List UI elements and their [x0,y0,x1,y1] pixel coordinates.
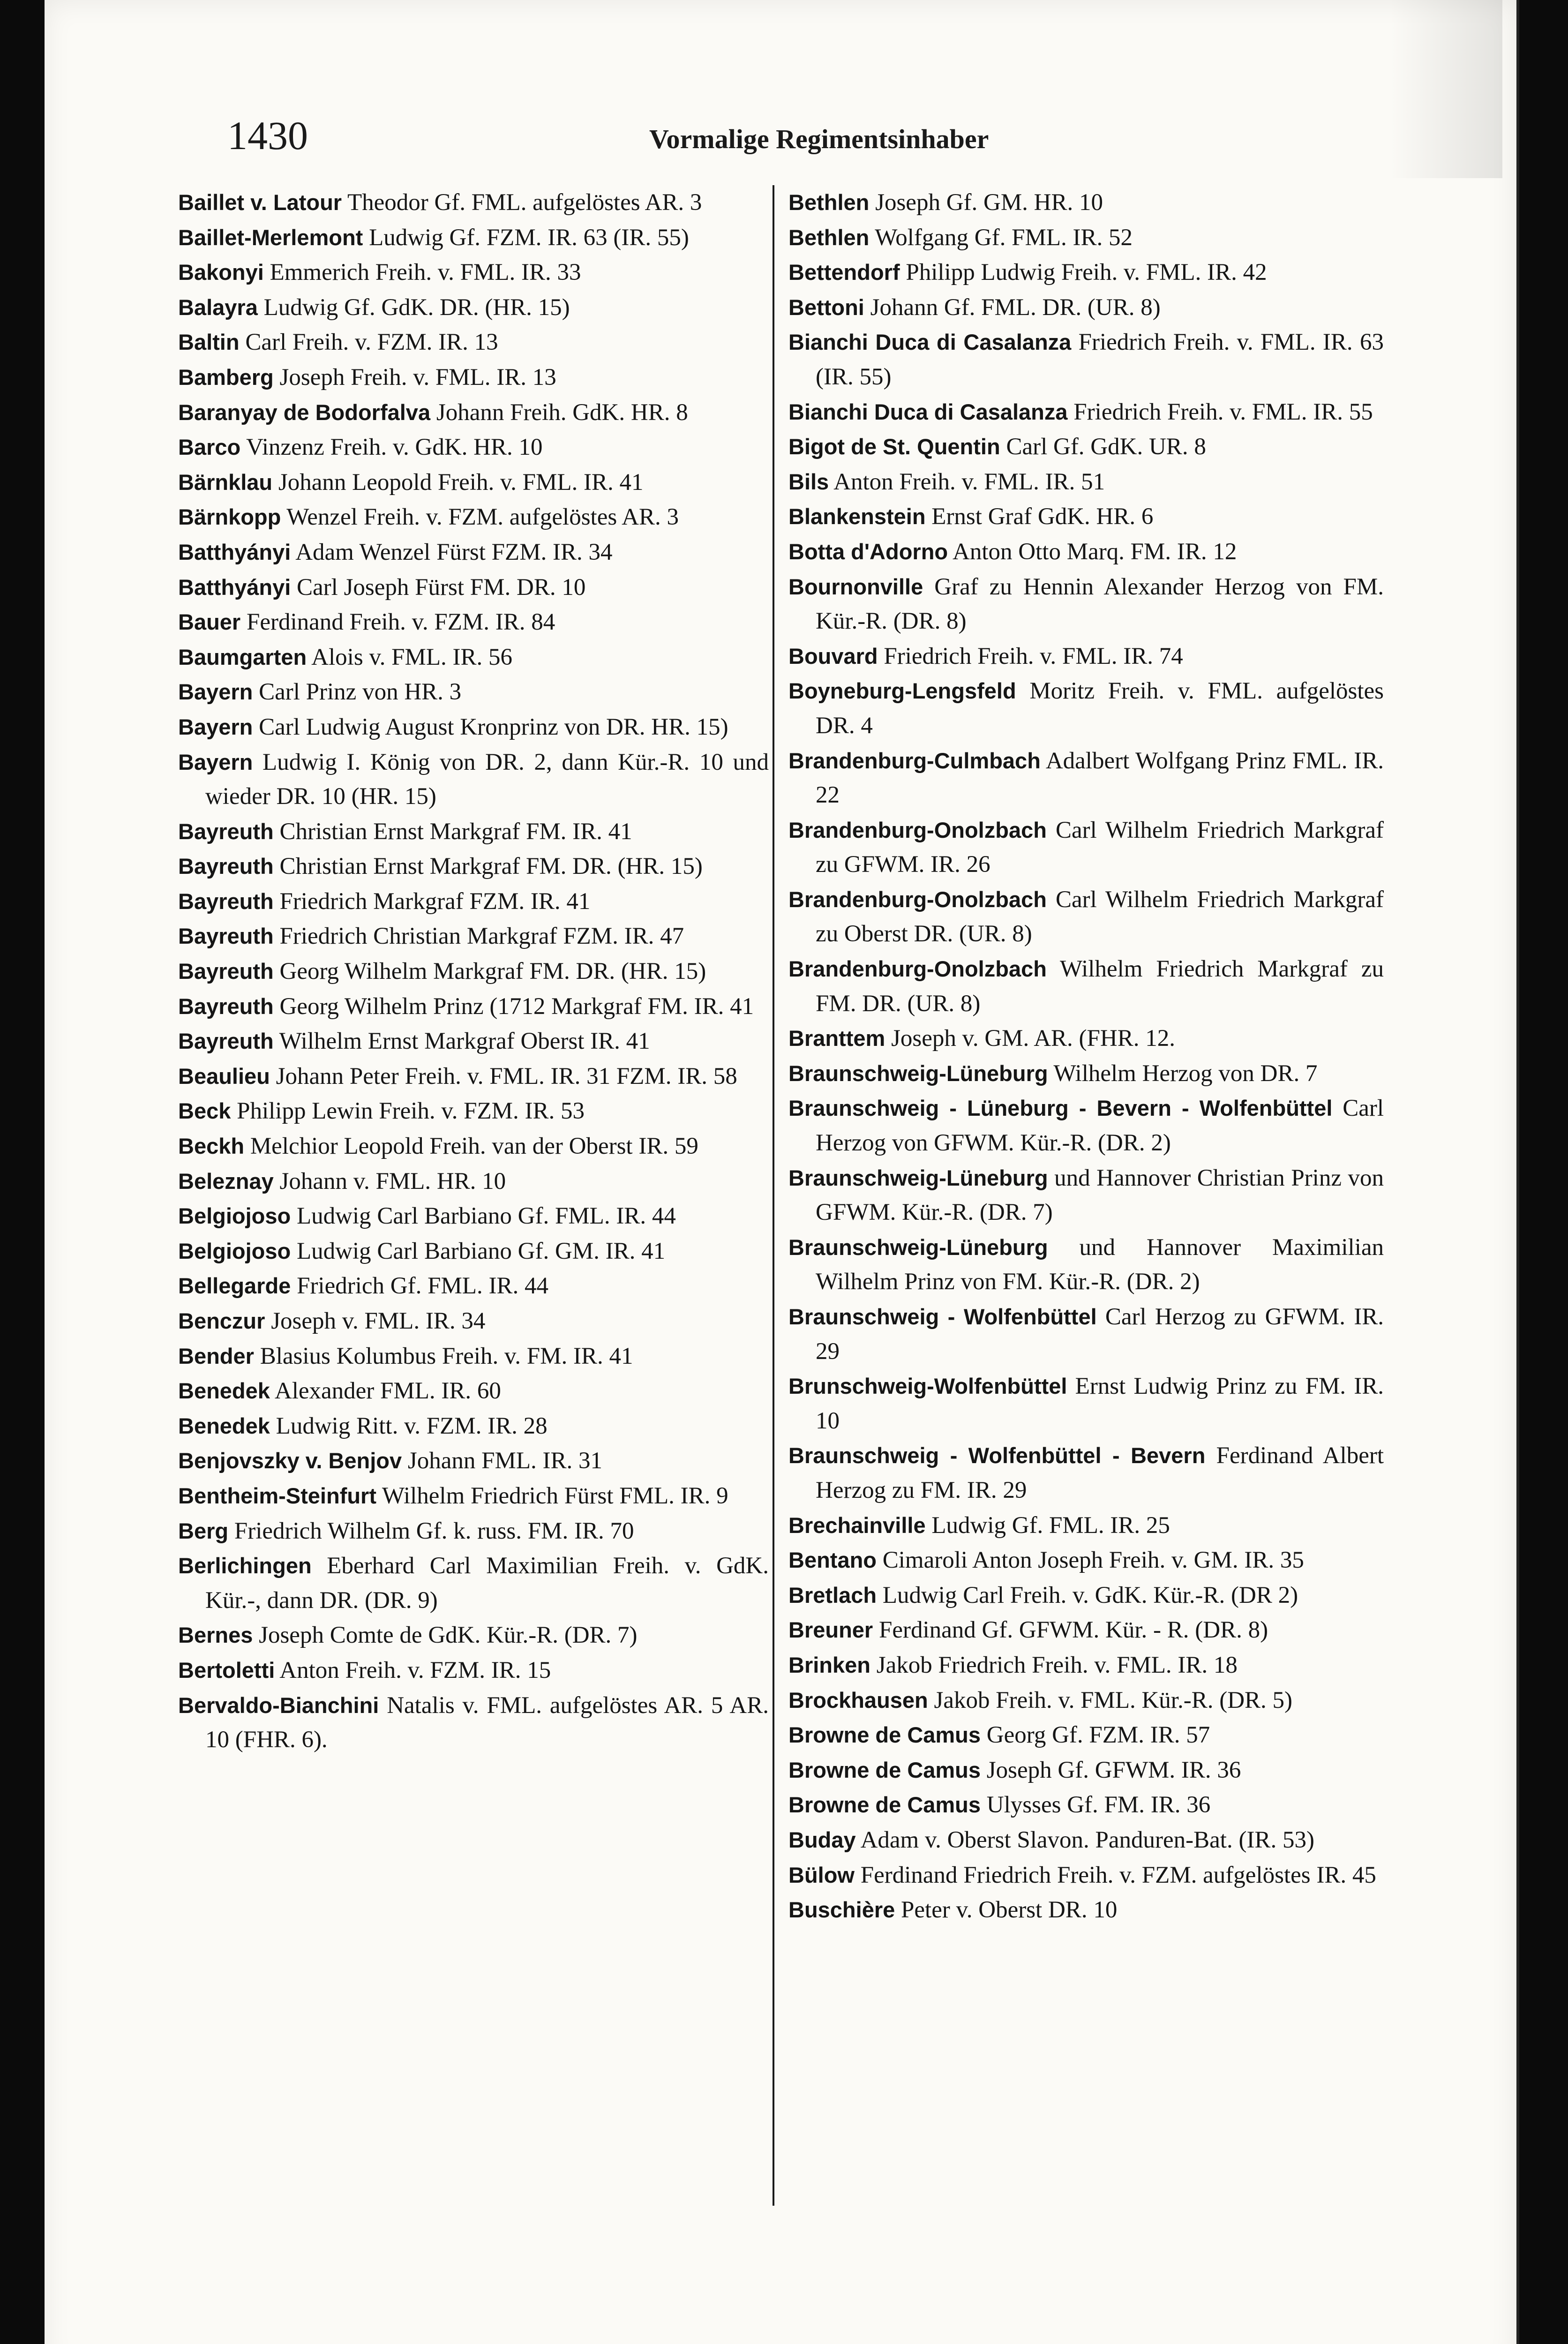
entry-text: Jakob Friedrich Freih. v. FML. IR. 18 [876,1652,1238,1678]
register-entry [178,1374,769,1409]
entry-text: Joseph v. FML. IR. 34 [271,1308,486,1334]
entry-name: Bayern [178,749,253,774]
register-entry [788,1161,1384,1230]
entry-name: Belgiojoso [178,1203,291,1229]
entry-text: Friedrich Freih. v. FML. IR. 55 [1073,398,1373,425]
entry-name: Benedek [178,1378,270,1404]
entry-name: Braunschweig-Lüneburg [788,1234,1048,1260]
register-entry [178,745,769,814]
entry-name: Browne de Camus [788,1792,981,1818]
entry-text: Joseph Gf. GM. HR. 10 [875,189,1103,216]
entry-name: Batthyányi [178,574,291,600]
register-entry [788,1613,1384,1648]
entry-text: Carl Freih. v. FZM. IR. 13 [245,329,498,356]
entry-text: Ludwig Gf. FML. IR. 25 [931,1512,1170,1539]
entry-text: Johann Leopold Freih. v. FML. IR. 41 [278,469,644,496]
entry-name: Bettendorf [788,260,900,285]
register-entry [788,1753,1384,1788]
entry-text: Ludwig Carl Freih. v. GdK. Kür.-R. (DR 2) [882,1582,1298,1608]
entry-text: Ulysses Gf. FM. IR. 36 [986,1792,1211,1818]
register-entry [178,1024,769,1059]
entry-text: Ludwig Ritt. v. FZM. IR. 28 [276,1412,548,1439]
page-edge-shadow [1390,0,1502,178]
register-entry [788,1858,1384,1893]
entry-name: Bayreuth [178,854,274,879]
entry-text: Carl Joseph Fürst FM. DR. 10 [297,574,586,601]
entry-name: Bretlach [788,1582,877,1608]
register-entry [178,395,769,430]
entry-text: Friedrich Markgraf FZM. IR. 41 [279,888,591,915]
entry-name: Breuner [788,1617,873,1643]
register-entry [788,1718,1384,1753]
entry-name: Bayreuth [178,1029,274,1054]
register-entry [178,605,769,640]
entry-name: Brunschweig-Wolfenbüttel [788,1374,1067,1399]
register-entry [788,325,1384,394]
entry-name: Benjovszky v. Benjov [178,1448,402,1473]
register-entry [178,640,769,675]
entry-text: Carl Prinz von HR. 3 [259,679,462,706]
register-entry [178,465,769,500]
register-entry [178,1548,769,1618]
register-entry [788,1230,1384,1300]
entry-text: Friedrich Christian Markgraf FZM. IR. 47 [279,923,684,950]
register-entry [178,884,769,919]
register-entry [788,1021,1384,1056]
entry-text: Ferdinand Gf. GFWM. Kür. - R. (DR. 8) [878,1617,1268,1644]
register-entry [788,674,1384,743]
entry-text: Joseph Freih. v. FML. IR. 13 [279,364,556,391]
entry-text: Johann Peter Freih. v. FML. IR. 31 FZM. IR. 58 [276,1063,737,1089]
register-entry [178,919,769,954]
register-entry [788,1300,1384,1369]
entry-name: Berg [178,1518,229,1543]
entry-name: Bayreuth [178,924,274,949]
entry-text: Joseph Comte de GdK. Kür.-R. (DR. 7) [259,1622,638,1649]
register-entry [178,220,769,255]
entry-text: Johann Gf. FML. DR. (UR. 8) [870,294,1161,321]
entry-text: Cimaroli Anton Joseph Freih. v. GM. IR. 35 [882,1547,1304,1574]
entry-name: Braunschweig - Wolfenbüttel - Bevern [788,1443,1206,1468]
running-head: Vormalige Regimentsinhaber [649,124,989,154]
entry-text: Wenzel Freih. v. FZM. aufgelöstes AR. 3 [286,504,679,531]
entry-text: Carl Wilhelm Friedrich Markgraf zu GFWM. IR. 26 [816,817,1384,878]
register-entry [788,534,1384,570]
entry-text: und Hannover Christian Prinz von GFWM. Kür.-R. (DR. 7) [816,1164,1384,1226]
entry-text: Johann Freih. GdK. HR. 8 [436,399,688,426]
register-entry [178,1094,769,1129]
entry-text: Anton Freih. v. FML. IR. 51 [833,468,1105,495]
entry-text: Graf zu Hennin Alexander Herzog von FM. Kür.-R. (DR. 8) [816,573,1384,635]
right-column [788,185,1384,1928]
register-entry [178,1304,769,1339]
entry-text: Jakob Freih. v. FML. Kür.-R. (DR. 5) [934,1687,1293,1713]
register-entry [788,465,1384,500]
entry-name: Bouvard [788,643,878,669]
register-entry [178,814,769,849]
register-entry [178,954,769,989]
entry-text: Friedrich Wilhelm Gf. k. russ. FM. IR. 70 [234,1518,634,1544]
entry-text: Adalbert Wolfgang Prinz FML. IR. 22 [816,747,1384,809]
entry-text: Georg Wilhelm Markgraf FM. DR. (HR. 15) [279,958,706,985]
entry-name: Blankenstein [788,504,926,529]
entry-text: Christian Ernst Markgraf FM. IR. 41 [279,818,632,845]
column-divider [773,185,774,2206]
entry-text: Joseph Gf. GFWM. IR. 36 [986,1757,1241,1783]
register-entry [178,185,769,220]
register-entry [788,570,1384,639]
entry-text: Wilhelm Friedrich Fürst FML. IR. 9 [382,1482,728,1509]
entry-text: Eberhard Carl Maximilian Freih. v. GdK. Kür.-, dann DR. (DR. 9) [205,1553,769,1614]
entry-name: Baumgarten [178,644,307,669]
entry-name: Bigot de St. Quentin [788,434,1000,459]
left-column [178,185,769,1758]
entry-text: Peter v. Oberst DR. 10 [901,1897,1118,1923]
register-entry [788,1893,1384,1928]
entry-name: Bentheim-Steinfurt [178,1483,376,1508]
entry-name: Benedek [178,1413,270,1438]
entry-text: Ferdinand Freih. v. FZM. IR. 84 [246,609,555,636]
entry-name: Botta d'Adorno [788,539,948,564]
entry-text: Carl Herzog von GFWM. Kür.-R. (DR. 2) [816,1095,1384,1157]
register-entry [178,360,769,395]
entry-name: Baillet-Merlemont [178,225,363,250]
register-entry [178,1129,769,1164]
register-entry [178,535,769,570]
register-entry [788,639,1384,674]
entry-name: Bender [178,1343,254,1368]
register-entry [178,570,769,605]
entry-text: Ludwig Carl Barbiano Gf. FML. IR. 44 [296,1203,676,1230]
entry-name: Bernes [178,1623,253,1648]
entry-name: Baltin [178,330,240,355]
register-entry [788,1683,1384,1718]
register-entry [788,1543,1384,1578]
register-entry [178,1409,769,1444]
entry-name: Beleznay [178,1168,274,1194]
entry-text: Ernst Graf GdK. HR. 6 [931,503,1154,530]
entry-text: Wilhelm Friedrich Markgraf zu FM. DR. (UR. 8) [816,956,1384,1017]
entry-text: Wolfgang Gf. FML. IR. 52 [875,224,1133,251]
entry-name: Bayern [178,679,253,705]
entry-text: Emmerich Freih. v. FML. IR. 33 [270,259,581,286]
entry-text: Natalis v. FML. aufgelöstes AR. 5 AR. 10 (FHR. 6). [205,1692,769,1753]
entry-name: Beck [178,1098,231,1124]
register-entry [178,1653,769,1688]
entry-name: Braunschweig-Lüneburg [788,1060,1048,1086]
entry-text: Ludwig Gf. GdK. DR. (HR. 15) [263,294,570,321]
register-entry [788,1056,1384,1091]
entry-text: Johann v. FML. HR. 10 [279,1168,506,1195]
register-entry [788,220,1384,255]
entry-text: Anton Freih. v. FZM. IR. 15 [279,1657,551,1683]
entry-name: Brechainville [788,1512,926,1538]
page-number: 1430 [227,113,308,158]
register-entry [788,1788,1384,1823]
entry-name: Bils [788,469,829,494]
entry-name: Baillet v. Latour [178,190,342,215]
entry-name: Bayreuth [178,993,274,1019]
entry-name: Bournonville [788,574,923,599]
entry-text: Moritz Freih. v. FML. aufgelöstes DR. 4 [816,678,1384,739]
entry-text: Johann FML. IR. 31 [407,1448,602,1474]
entry-text: Carl Herzog zu GFWM. IR. 29 [816,1304,1384,1365]
entry-text: Anton Otto Marq. FM. IR. 12 [953,538,1237,565]
entry-name: Batthyányi [178,539,291,564]
entry-name: Branttem [788,1026,885,1051]
entry-text: Adam v. Oberst Slavon. Panduren-Bat. (IR. 53) [860,1826,1314,1853]
entry-name: Buday [788,1827,856,1852]
register-entry [178,675,769,710]
entry-name: Bianchi Duca di Casalanza [788,330,1072,355]
entry-text: Carl Wilhelm Friedrich Markgraf zu Oberst DR. (UR. 8) [816,886,1384,947]
register-entry [178,1164,769,1199]
entry-name: Braunschweig - Lüneburg - Bevern - Wolfenbüttel [788,1096,1333,1121]
entry-text: Vinzenz Freih. v. GdK. HR. 10 [246,434,543,461]
register-entry [788,1508,1384,1543]
entry-text: Melchior Leopold Freih. van der Oberst IR. 59 [250,1133,698,1160]
entry-name: Bärnkopp [178,504,281,530]
entry-name: Bertoletti [178,1657,275,1683]
register-entry [788,952,1384,1021]
entry-text: Carl Ludwig August Kronprinz von DR. HR. 15) [259,714,728,740]
entry-text: Christian Ernst Markgraf FM. DR. (HR. 15) [279,853,703,880]
entry-name: Beaulieu [178,1063,270,1089]
entry-text: Ludwig Gf. FZM. IR. 63 (IR. 55) [369,224,689,251]
register-entry [788,499,1384,534]
register-entry [178,989,769,1024]
entry-name: Braunschweig-Lüneburg [788,1165,1048,1190]
entry-name: Baranyay de Bodorfalva [178,399,431,425]
entry-text: Joseph v. GM. AR. (FHR. 12. [891,1025,1176,1052]
entry-name: Bauer [178,609,241,635]
register-entry [178,710,769,745]
entry-text: Philipp Lewin Freih. v. FZM. IR. 53 [237,1098,585,1125]
register-entry [178,325,769,360]
entry-name: Bayern [178,714,253,739]
entry-name: Braunschweig - Wolfenbüttel [788,1304,1097,1329]
register-entry [178,1688,769,1758]
register-entry [178,849,769,884]
entry-name: Bayreuth [178,819,274,844]
entry-text: Friedrich Gf. FML. IR. 44 [297,1273,548,1300]
entry-text: Georg Wilhelm Prinz (1712 Markgraf FM. IR. 41 [279,993,754,1020]
register-entry [178,290,769,325]
entry-name: Bentano [788,1548,877,1573]
register-entry [788,1438,1384,1508]
entry-name: Bakonyi [178,260,264,285]
entry-name: Balayra [178,294,258,320]
entry-text: Ferdinand Albert Herzog zu FM. IR. 29 [816,1442,1384,1503]
entry-name: Bettoni [788,294,864,320]
entry-name: Brandenburg-Onolzbach [788,956,1047,982]
register-entry [178,1059,769,1094]
entry-name: Benczur [178,1308,265,1333]
register-entry [178,500,769,535]
entry-name: Brockhausen [788,1687,928,1713]
register-entry [178,1443,769,1479]
entry-text: Blasius Kolumbus Freih. v. FM. IR. 41 [260,1343,633,1369]
register-entry [788,1648,1384,1683]
entry-name: Brandenburg-Culmbach [788,748,1041,773]
entry-text: Wilhelm Ernst Markgraf Oberst IR. 41 [279,1028,650,1055]
register-entry [788,429,1384,465]
entry-text: Friedrich Freih. v. FML. IR. 74 [884,643,1183,669]
register-entry [178,1339,769,1374]
entry-name: Beckh [178,1134,245,1159]
register-entry [178,1618,769,1653]
register-entry [178,1479,769,1514]
register-entry [178,430,769,465]
entry-name: Brandenburg-Onolzbach [788,817,1047,842]
entry-text: Alexander FML. IR. 60 [274,1378,501,1405]
entry-text: und Hannover Maximilian Wilhelm Prinz von FM. Kür.-R. (DR. 2) [816,1234,1384,1295]
register-entry [788,255,1384,290]
register-entry [178,1514,769,1549]
entry-text: Ernst Ludwig Prinz zu FM. IR. 10 [816,1373,1384,1434]
entry-text: Georg Gf. FZM. IR. 57 [986,1722,1210,1749]
entry-name: Belgiojoso [178,1238,291,1263]
entry-name: Bethlen [788,225,870,250]
register-entry [178,1199,769,1234]
entry-name: Bervaldo-Bianchini [178,1692,379,1718]
entry-text: Ferdinand Friedrich Freih. v. FZM. aufgelöstes IR. 45 [860,1862,1376,1888]
entry-name: Bülow [788,1862,855,1887]
entry-text: Adam Wenzel Fürst FZM. IR. 34 [295,539,613,565]
entry-name: Bamberg [178,364,274,390]
register-entry [788,813,1384,882]
register-entry [788,1091,1384,1160]
register-entry [788,744,1384,813]
entry-name: Bayreuth [178,888,274,914]
register-entry [788,185,1384,220]
entry-text: Friedrich Freih. v. FML. IR. 63 (IR. 55) [816,329,1384,390]
entry-name: Brinken [788,1652,870,1677]
entry-name: Barco [178,435,241,460]
register-entry [788,1823,1384,1858]
entry-text: Wilhelm Herzog von DR. 7 [1053,1060,1318,1087]
entry-name: Bianchi Duca di Casalanza [788,399,1068,424]
register-entry [788,290,1384,325]
register-entry [788,882,1384,952]
entry-text: Ludwig Carl Barbiano Gf. GM. IR. 41 [296,1238,666,1264]
entry-name: Bayreuth [178,959,274,984]
entry-name: Berlichingen [178,1553,312,1578]
entry-text: Alois v. FML. IR. 56 [311,644,512,670]
entry-name: Browne de Camus [788,1757,981,1782]
entry-text: Theodor Gf. FML. aufgelöstes AR. 3 [347,189,702,216]
entry-name: Buschière [788,1897,895,1923]
register-entry [178,1234,769,1269]
register-entry [178,1269,769,1304]
entry-name: Bethlen [788,190,870,215]
register-entry [788,1369,1384,1438]
register-entry [178,255,769,290]
entry-name: Bärnklau [178,469,273,495]
register-entry [788,395,1384,430]
entry-text: Philipp Ludwig Freih. v. FML. IR. 42 [906,259,1267,286]
entry-name: Browne de Camus [788,1722,981,1748]
entry-name: Bellegarde [178,1273,291,1299]
entry-text: Carl Gf. GdK. UR. 8 [1006,434,1206,460]
entry-name: Brandenburg-Onolzbach [788,887,1047,912]
entry-text: Ludwig I. König von DR. 2, dann Kür.-R. 10 und wieder DR. 10 (HR. 15) [205,749,769,810]
entry-name: Boyneburg-Lengsfeld [788,678,1016,704]
register-entry [788,1578,1384,1613]
